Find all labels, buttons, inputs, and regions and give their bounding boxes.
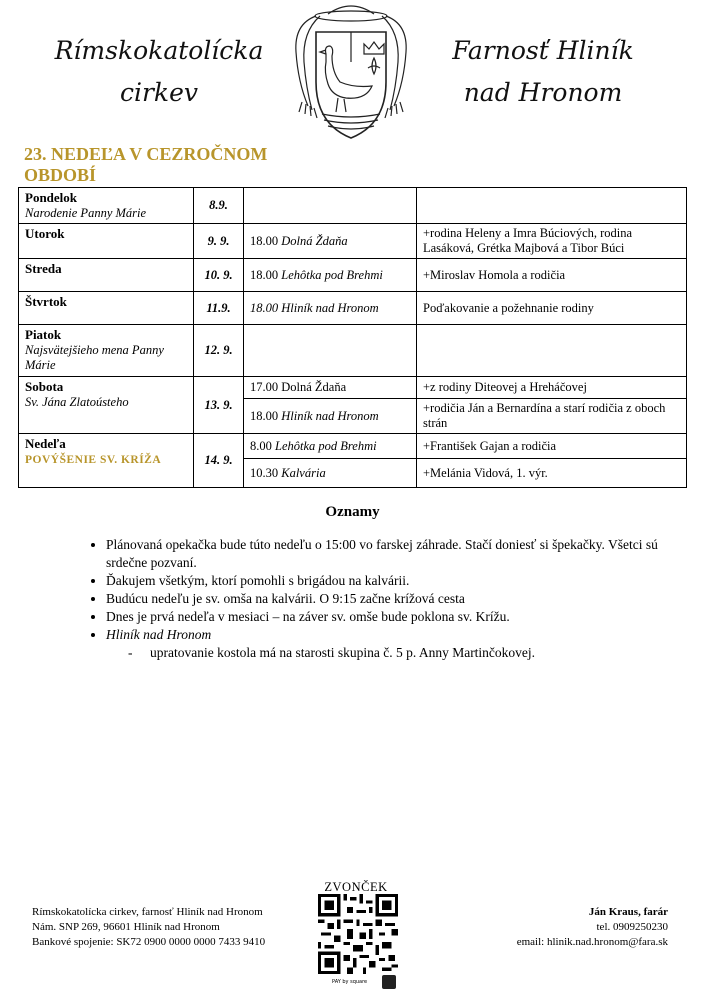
day-cell xyxy=(19,259,194,292)
heading-line1: 23. NEDEĽA V CEZROČNOM xyxy=(24,144,268,164)
list-item: • Ďakujem všetkým, ktorí pomohli s brigádou na kalvárii. xyxy=(106,572,686,590)
sunday-heading xyxy=(24,144,324,186)
sub-list-item: - upratovanie kostola má na starosti skupina č. 5 p. Anny Martinčokovej. xyxy=(128,644,686,662)
mass-time: 18.00 xyxy=(250,233,282,248)
mass-cell xyxy=(244,434,417,459)
footer-contact xyxy=(517,905,668,950)
intention-cell: +František Gajan a rodičia xyxy=(417,434,687,459)
intention-cell: +Miroslav Homola a rodičia xyxy=(417,259,687,292)
parish-label: Hliník nad Hronom xyxy=(106,627,212,642)
footer-bank-account: Bankové spojenie: SK72 0900 0000 0000 7433 9410 xyxy=(32,936,266,948)
header-left-line1: Rímskokatolícka xyxy=(54,36,264,65)
mass-cell xyxy=(244,325,417,377)
heading-line2: OBDOBÍ xyxy=(24,165,97,185)
coat-of-arms-icon xyxy=(288,2,414,142)
list-item-parish xyxy=(106,626,686,662)
date-cell: 9. 9. xyxy=(194,224,244,259)
schedule-row-saturday-1 xyxy=(19,377,687,399)
mass-cell xyxy=(244,224,417,259)
intention-cell: +rodina Heleny a Imra Búciových, rodina Lasáková, Grétka Majbová a Tibor Búci xyxy=(417,224,687,259)
day-cell xyxy=(19,224,194,259)
intention-cell xyxy=(417,325,687,377)
announcements-title: Oznamy xyxy=(325,504,380,520)
mass-place: Lehôtka pod Brehmi xyxy=(275,438,377,453)
header-right-line2: nad Hronom xyxy=(463,78,623,107)
day-name: Utorok xyxy=(25,226,65,241)
day-feast-note: Najsvätejšieho mena Panny Márie xyxy=(25,343,164,372)
footer-priest-name: Ján Kraus, farár xyxy=(588,906,668,918)
footer-parish-info xyxy=(32,905,265,950)
intention-cell: +Melánia Vidová, 1. výr. xyxy=(417,459,687,488)
header-left-title xyxy=(44,30,274,114)
footer-phone: tel. 0909250230 xyxy=(596,921,668,933)
header-right-title xyxy=(428,30,658,114)
date-cell: 8.9. xyxy=(194,188,244,224)
list-item: • Dnes je prvá nedeľa v mesiaci – na záver sv. omše bude poklona sv. Krížu. xyxy=(106,608,686,626)
date-cell: 10. 9. xyxy=(194,259,244,292)
mass-place: Hliník nad Hronom xyxy=(281,300,379,315)
day-feast-note: Sv. Jána Zlatoústeho xyxy=(25,395,129,409)
mass-time: 18.00 xyxy=(250,408,282,423)
day-feast-gold: POVÝŠENIE SV. KRÍŽA xyxy=(25,454,162,466)
mass-schedule-table xyxy=(18,187,687,488)
mass-time: 10.30 xyxy=(250,465,282,480)
header-left-line2: cirkev xyxy=(119,78,198,107)
list-item: • Plánovaná opekačka bude túto nedeľu o 15:00 vo farskej záhrade. Stačí doniesť si špekačky. Všetci sú srdečne pozvaní. xyxy=(106,536,686,572)
day-cell xyxy=(19,325,194,377)
intention-cell: Poďakovanie a požehnanie rodiny xyxy=(417,292,687,325)
schedule-row-tuesday xyxy=(19,224,687,259)
mass-place: Hliník nad Hronom xyxy=(281,408,379,423)
mass-place: Lehôtka pod Brehmi xyxy=(281,267,383,282)
mass-place: Dolná Ždaňa xyxy=(281,233,348,248)
mass-cell xyxy=(244,377,417,399)
footer-email: email: hlinik.nad.hronom@fara.sk xyxy=(516,936,668,948)
pay-by-square-label: PAY by square xyxy=(332,979,368,985)
day-name: Sobota xyxy=(25,379,64,394)
intention-cell: +z rodiny Diteovej a Hreháčovej xyxy=(417,377,687,399)
mass-time: 18.00 xyxy=(250,267,282,282)
day-cell xyxy=(19,292,194,325)
footer-address: Nám. SNP 269, 96601 Hliník nad Hronom xyxy=(32,921,220,933)
intention-cell: +rodičia Ján a Bernardína a starí rodičia z oboch strán xyxy=(417,399,687,434)
day-name: Pondelok xyxy=(25,190,78,205)
day-name: Nedeľa xyxy=(25,436,66,451)
qr-code-icon xyxy=(318,894,398,974)
schedule-row-friday xyxy=(19,325,687,377)
intention-cell xyxy=(417,188,687,224)
header-right-line1: Farnosť Hliník xyxy=(452,36,634,65)
mass-time: 8.00 xyxy=(250,438,275,453)
day-cell xyxy=(19,377,194,434)
mass-cell xyxy=(244,399,417,434)
mass-time: 18.00 xyxy=(250,300,282,315)
footer-parish-name: Rímskokatolícka cirkev, farnosť Hliník nad Hronom xyxy=(32,906,263,918)
mass-time: 17.00 xyxy=(250,380,282,394)
schedule-row-wednesday xyxy=(19,259,687,292)
day-cell xyxy=(19,188,194,224)
date-cell: 14. 9. xyxy=(194,434,244,488)
day-cell xyxy=(19,434,194,488)
pay-by-square-logo-icon xyxy=(382,975,396,989)
date-cell: 11.9. xyxy=(194,292,244,325)
mass-place: Kalvária xyxy=(281,465,326,480)
day-feast-note: Narodenie Panny Márie xyxy=(25,206,147,220)
day-name: Piatok xyxy=(25,327,62,342)
mass-cell xyxy=(244,292,417,325)
list-item: • Budúcu nedeľu je sv. omša na kalvárii. O 9:15 začne krížová cesta xyxy=(106,590,686,608)
day-name: Streda xyxy=(25,261,62,276)
schedule-row-monday xyxy=(19,188,687,224)
date-cell: 12. 9. xyxy=(194,325,244,377)
schedule-row-sunday-1 xyxy=(19,434,687,459)
announcements-list xyxy=(84,536,686,662)
date-cell: 13. 9. xyxy=(194,377,244,434)
mass-cell xyxy=(244,259,417,292)
mass-cell xyxy=(244,188,417,224)
schedule-row-thursday xyxy=(19,292,687,325)
sub-list xyxy=(106,644,686,662)
day-name: Štvrtok xyxy=(25,294,67,309)
zvoncek-label: ZVONČEK xyxy=(324,880,388,894)
mass-place: Dolná Ždaňa xyxy=(281,380,347,394)
mass-cell xyxy=(244,459,417,488)
